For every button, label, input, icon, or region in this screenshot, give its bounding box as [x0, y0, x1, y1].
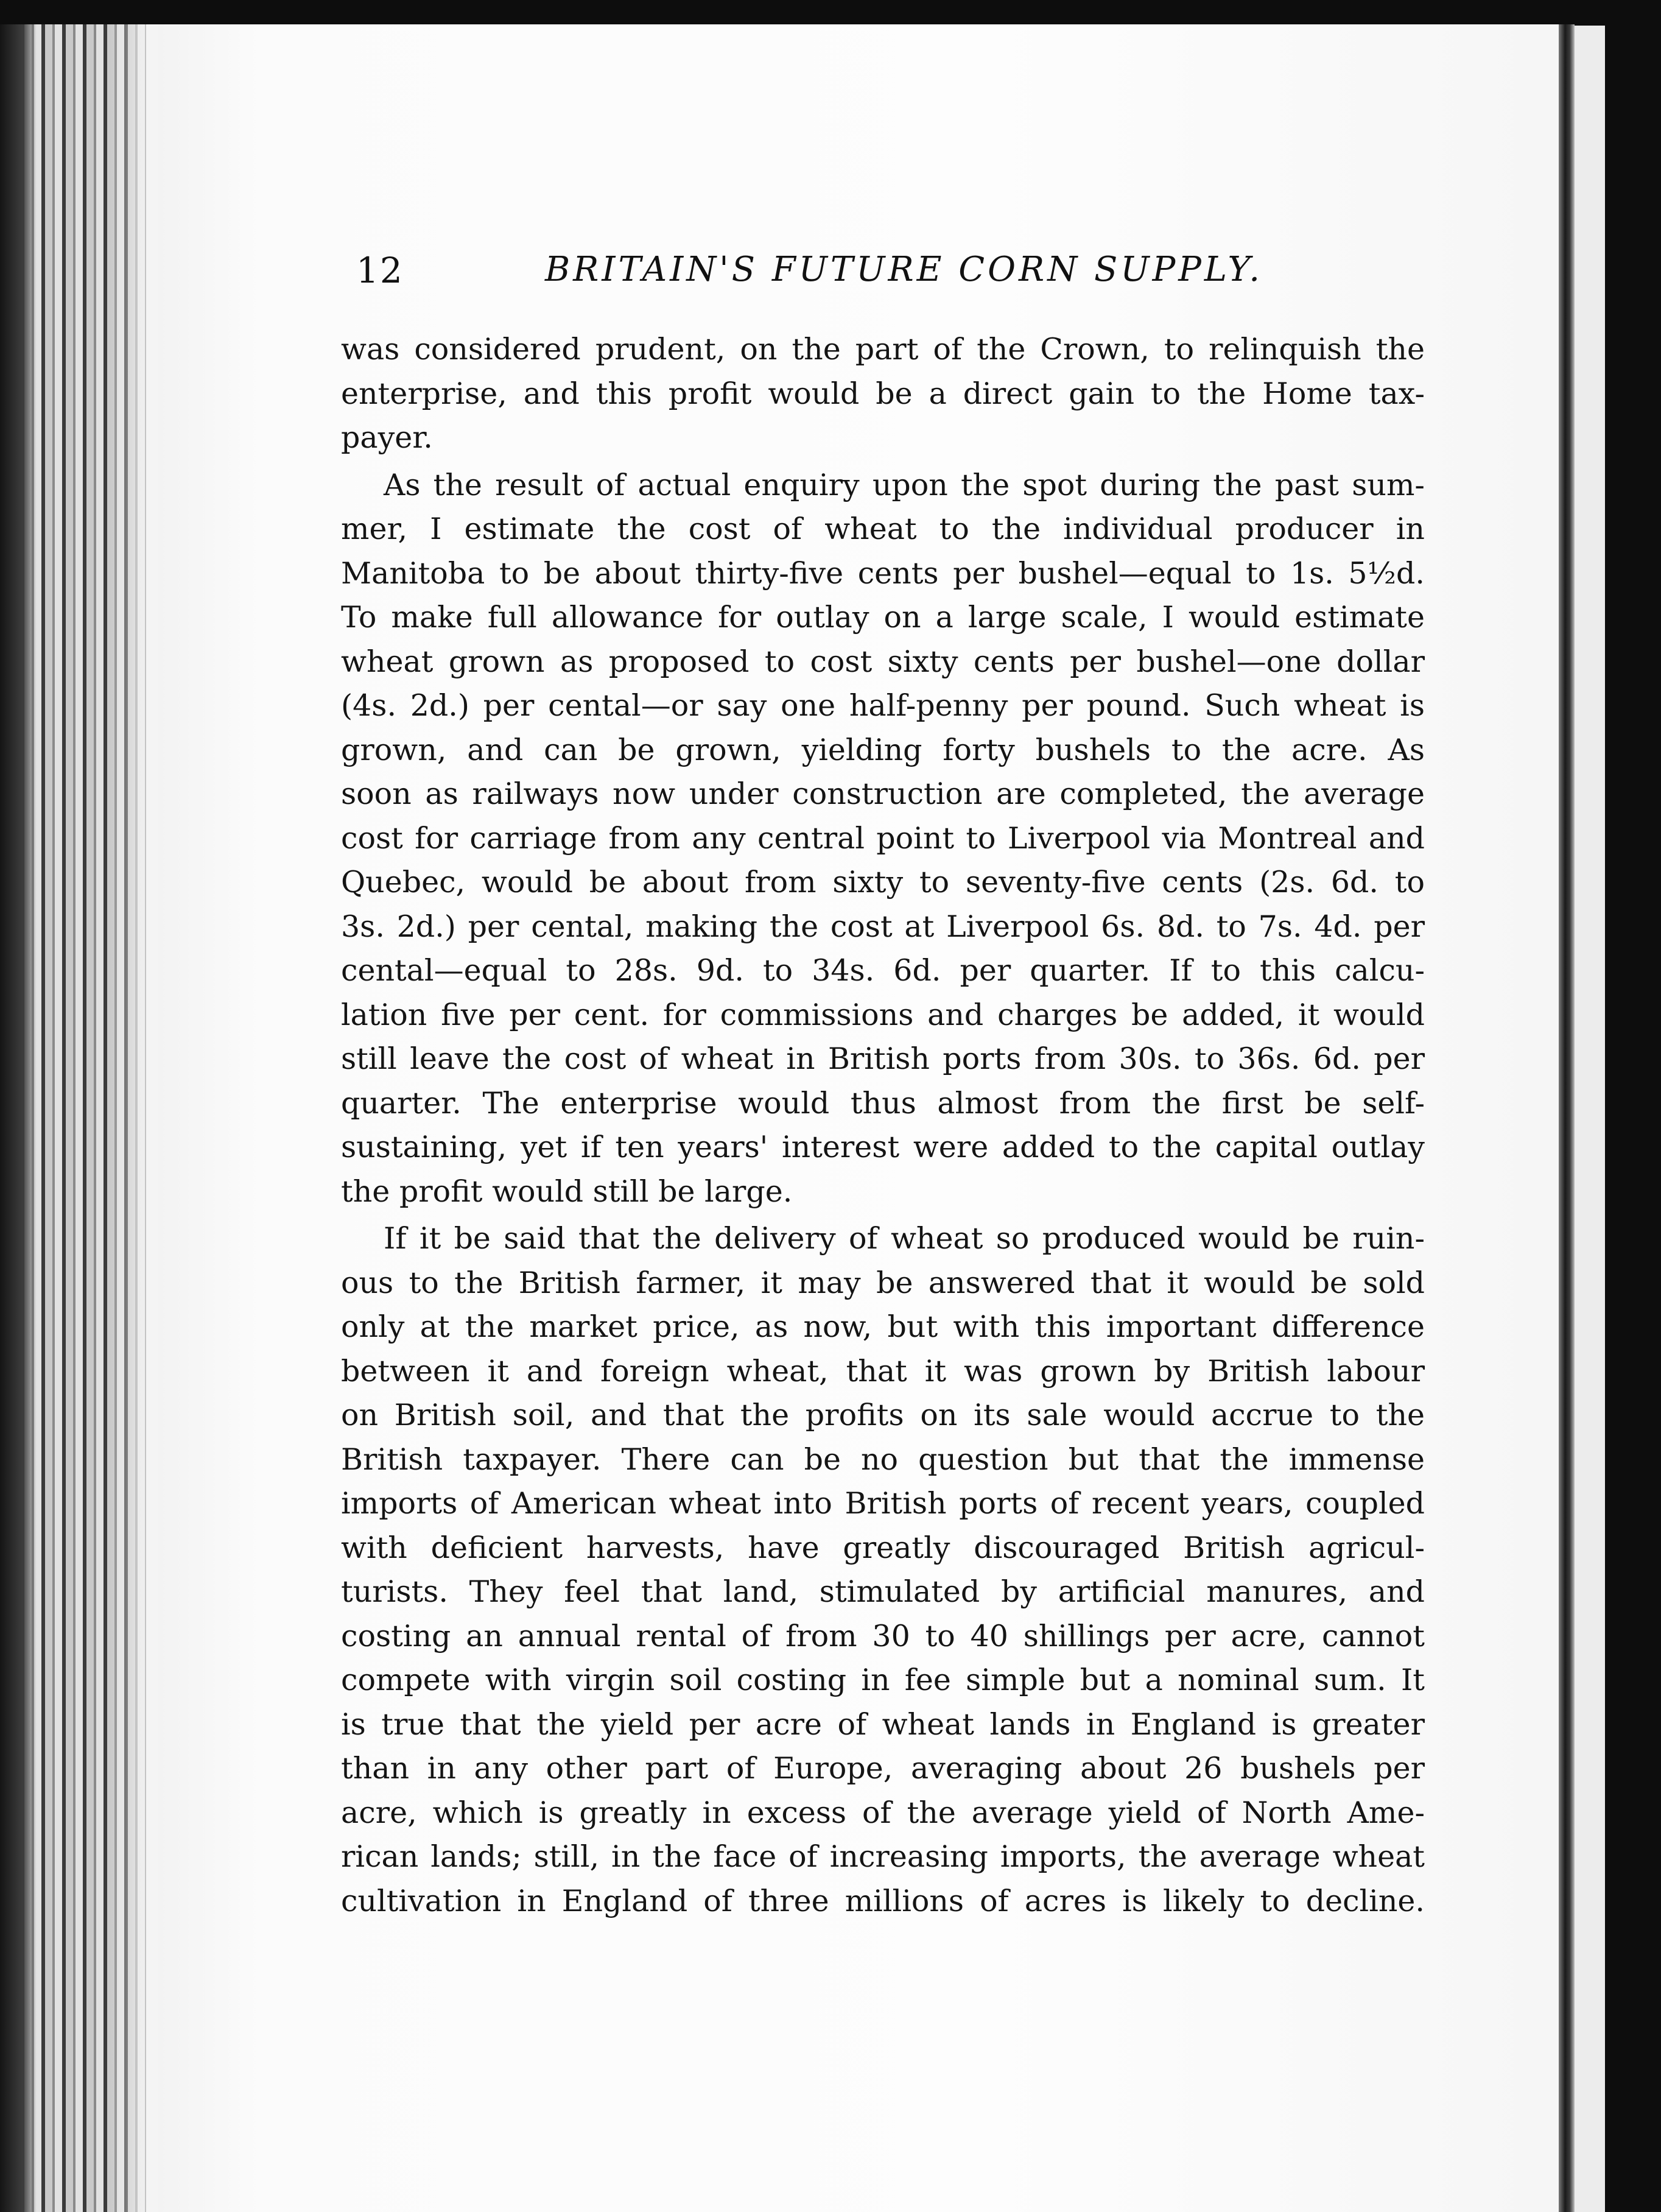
binding-fade — [110, 24, 158, 2212]
text-line: turists. They feel that land, stimulated by artificial manures, and — [341, 1574, 1425, 1609]
text-line: Quebec, would be about from sixty to seventy-five cents (2s. 6d. to — [341, 865, 1425, 900]
text-line: sustaining, yet if ten years' interest were added to the capital outlay — [341, 1130, 1425, 1164]
scan-border-right — [1605, 0, 1661, 2212]
text-line: payer. — [341, 420, 433, 455]
text-line: As the result of actual enquiry upon the spot during the past sum- — [384, 467, 1425, 502]
text-line: imports of American wheat into British ports of recent years, coupled — [341, 1486, 1425, 1521]
text-line: soon as railways now under construction are completed, the average — [341, 777, 1425, 811]
text-line: ous to the British farmer, it may be answered that it would be sold — [341, 1265, 1425, 1300]
text-line: cultivation in England of three millions of acres is likely to decline. — [341, 1883, 1425, 1918]
scan-border-top — [0, 0, 1661, 26]
body-text — [341, 328, 1425, 1923]
binding-shadow — [0, 24, 37, 2212]
text-line: Manitoba to be about thirty-five cents per bushel—equal to 1s. 5½d. — [341, 555, 1425, 591]
text-line: lation five per cent. for commissions and charges be added, it would — [341, 997, 1425, 1032]
text-line: wheat grown as proposed to cost sixty cents per bushel—one dollar — [341, 644, 1425, 679]
text-line: quarter. The enterprise would thus almost from the first be self- — [341, 1085, 1425, 1121]
text-line: only at the market price, as now, but with this important difference — [341, 1309, 1425, 1344]
text-line: is true that the yield per acre of wheat lands in England is greater — [341, 1707, 1425, 1742]
text-line: enterprise, and this profit would be a direct gain to the Home tax- — [341, 376, 1425, 411]
page-right-edge — [1559, 24, 1575, 2212]
text-line: cost for carriage from any central point to Liverpool via Montreal and — [341, 820, 1425, 856]
page-number: 12 — [356, 250, 404, 291]
text-line: British taxpayer. There can be no question but that the immense — [341, 1442, 1425, 1477]
running-title: BRITAIN'S FUTURE CORN SUPPLY. — [545, 250, 1263, 289]
running-header — [356, 250, 1269, 305]
text-line: than in any other part of Europe, averaging about 26 bushels per — [341, 1751, 1425, 1786]
text-line: on British soil, and that the profits on its sale would accrue to the — [341, 1398, 1425, 1432]
text-line: rican lands; still, in the face of increasing imports, the average wheat — [341, 1839, 1425, 1874]
text-line: cental—equal to 28s. 9d. to 34s. 6d. per quarter. If to this calcu- — [341, 953, 1425, 988]
text-line: mer, I estimate the cost of wheat to the individual producer in — [341, 512, 1425, 546]
text-line: costing an annual rental of from 30 to 40 shillings per acre, cannot — [341, 1618, 1425, 1654]
text-line: To make full allowance for outlay on a large scale, I would estimate — [341, 600, 1425, 635]
text-line: grown, and can be grown, yielding forty bushels to the acre. As — [341, 732, 1425, 767]
text-line: still leave the cost of wheat in British ports from 30s. to 36s. 6d. per — [341, 1041, 1425, 1076]
text-line: acre, which is greatly in excess of the average yield of North Ame- — [341, 1795, 1425, 1830]
text-line: with deficient harvests, have greatly discouraged British agricul- — [341, 1530, 1425, 1565]
text-line: 3s. 2d.) per cental, making the cost at Liverpool 6s. 8d. to 7s. 4d. per — [341, 909, 1425, 944]
text-line: (4s. 2d.) per cental—or say one half-penny per pound. Such wheat is — [341, 688, 1425, 723]
text-line: between it and foreign wheat, that it was grown by British labour — [341, 1353, 1425, 1389]
text-line: If it be said that the delivery of wheat so produced would be ruin- — [384, 1221, 1425, 1256]
text-line: the profit would still be large. — [341, 1174, 793, 1209]
text-line: was considered prudent, on the part of the Crown, to relinquish the — [341, 332, 1425, 367]
text-line: compete with virgin soil costing in fee simple but a nominal sum. It — [341, 1663, 1425, 1697]
